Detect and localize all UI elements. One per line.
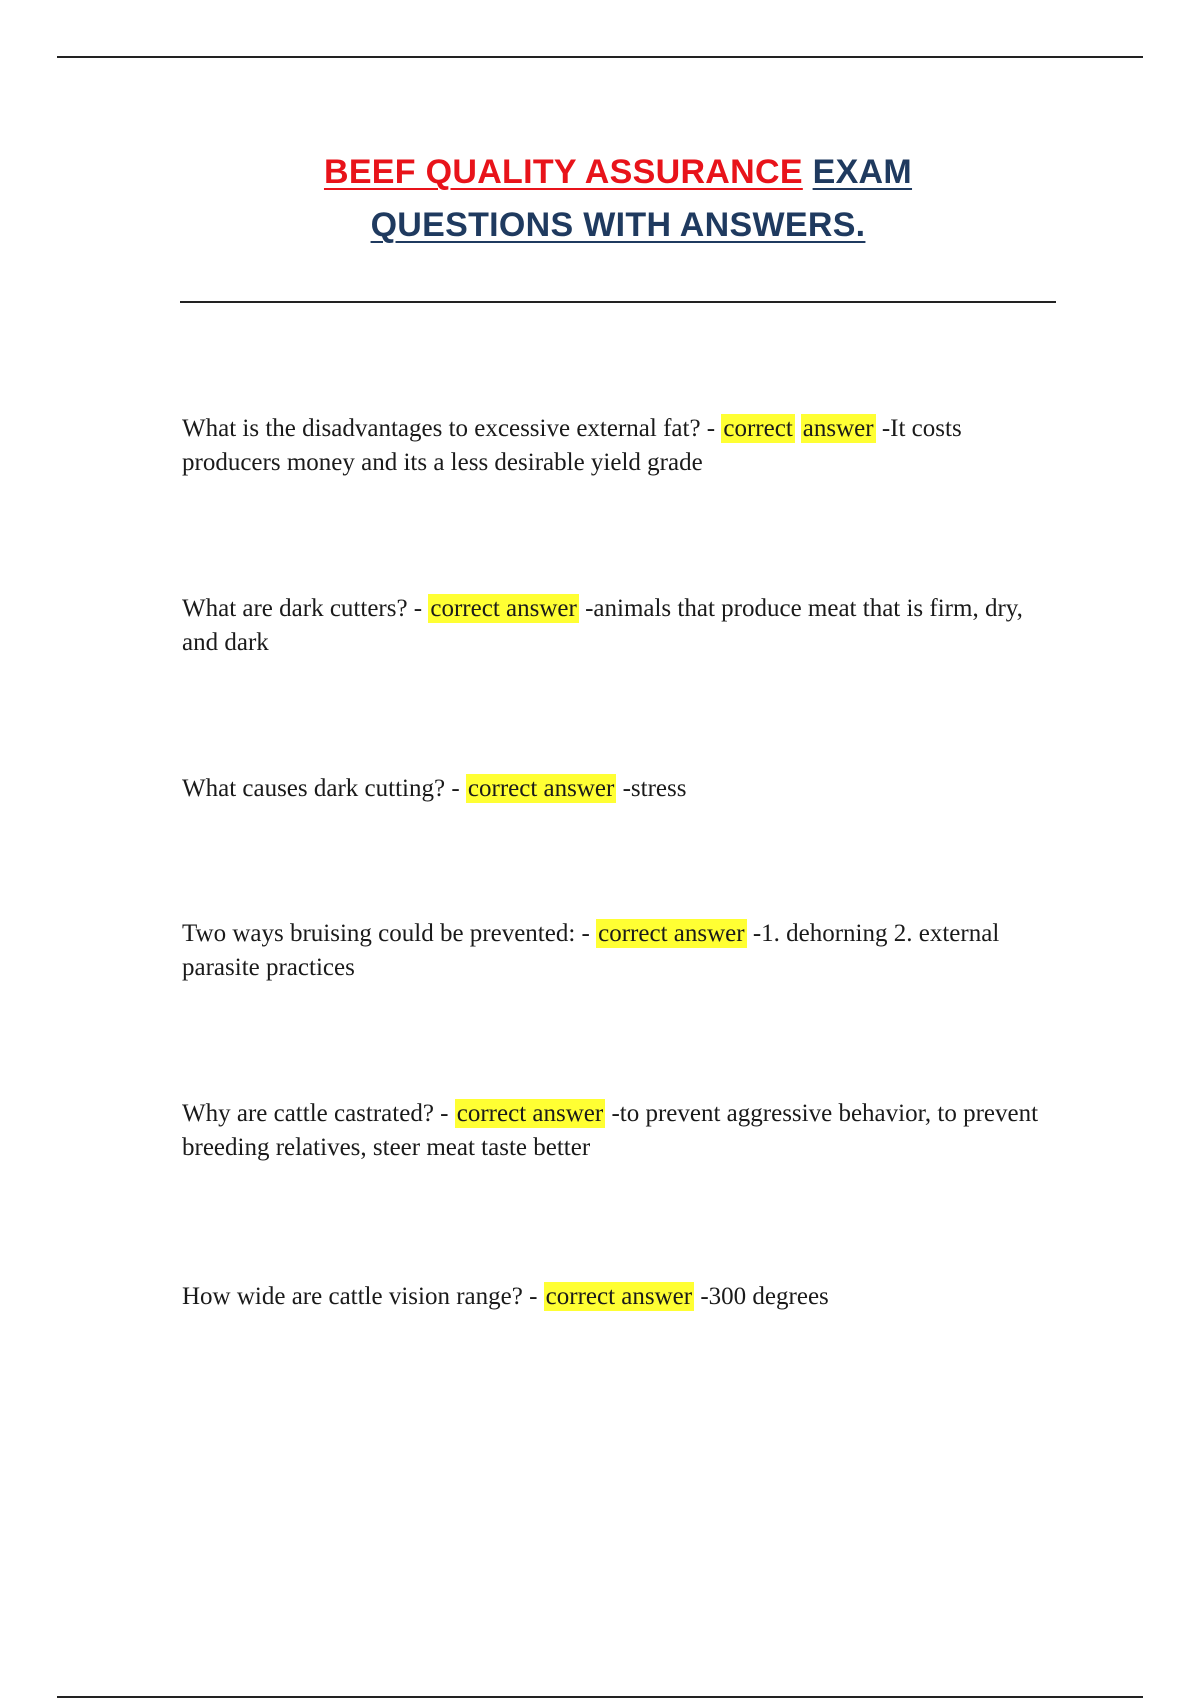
answer-label-highlight: correct answer (467, 775, 615, 802)
answer-label-highlight: correct answer (545, 1283, 693, 1310)
title-divider (180, 301, 1056, 303)
answer-text: -stress (622, 775, 687, 802)
title-line-2 (0, 199, 1200, 252)
answer-label-highlight: correct answer (456, 1100, 604, 1127)
answer-label-highlight: correct (723, 415, 793, 442)
question-text: What is the disadvantages to excessive external fat? - (182, 415, 716, 442)
answer-text: -to prevent aggressive behavior, to prevent breeding relatives, steer meat taste better (182, 1100, 1039, 1161)
document-title (0, 146, 1200, 252)
answer-text: -It costs producers money and its a less desirable yield grade (182, 415, 962, 476)
answer-text: -1. dehorning 2. external parasite practices (182, 920, 1000, 981)
title-red-text: BEEF QUALITY ASSURANCE (323, 153, 803, 191)
question-text: Two ways bruising could be prevented: - (182, 920, 590, 947)
answer-text: -300 degrees (700, 1283, 829, 1310)
qa-item (182, 412, 1062, 480)
question-text: What are dark cutters? - (182, 595, 423, 622)
question-text: How wide are cattle vision range? - (182, 1283, 538, 1310)
bottom-divider (57, 1696, 1143, 1698)
question-text: Why are cattle castrated? - (182, 1100, 449, 1127)
qa-item (182, 772, 1062, 806)
answer-label-highlight: correct answer (598, 920, 745, 947)
answer-label-highlight: correct answer (430, 595, 577, 622)
answer-label-highlight: answer (802, 415, 874, 442)
top-divider (57, 56, 1143, 58)
qa-item (182, 592, 1062, 660)
qa-item (182, 1097, 1062, 1165)
title-line-1 (0, 146, 1200, 199)
title-navy-text-1: EXAM (812, 153, 913, 191)
question-text: What causes dark cutting? - (182, 775, 460, 802)
answer-text: -animals that produce meat that is firm, dry, and dark (182, 595, 1023, 656)
title-navy-text-2: QUESTIONS WITH ANSWERS. (370, 206, 866, 244)
qa-item (182, 1280, 1062, 1314)
qa-item (182, 917, 1062, 985)
